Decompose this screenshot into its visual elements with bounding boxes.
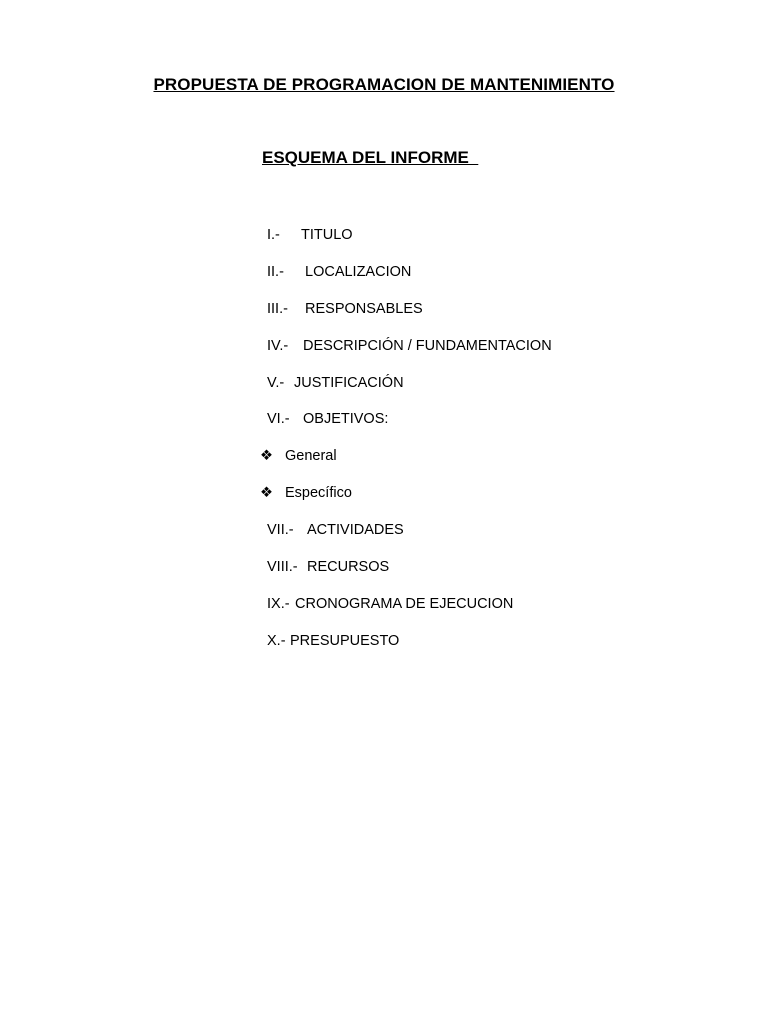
outline-number: VI.- (267, 411, 290, 427)
outline-number: I.- (267, 227, 280, 243)
outline-item-actividades (267, 521, 404, 539)
outline-number: VIII.- (267, 559, 298, 575)
diamond-bullet-icon: ❖ (260, 485, 273, 501)
outline-subitem-general (260, 447, 337, 465)
outline-item-objetivos (267, 410, 388, 428)
outline-label: TITULO (301, 227, 353, 243)
outline-item-justificacion (267, 374, 404, 392)
outline-number: III.- (267, 301, 288, 317)
outline-label: OBJETIVOS: (303, 411, 389, 427)
outline-label: PRESUPUESTO (290, 633, 400, 649)
outline-number: IV.- (267, 338, 289, 354)
outline-label: RESPONSABLES (305, 301, 423, 317)
outline-number: II.- (267, 264, 284, 280)
outline-subitem-especifico (260, 484, 352, 502)
outline-label: CRONOGRAMA DE EJECUCION (295, 596, 514, 612)
document-subtitle: ESQUEMA DEL INFORME (262, 148, 479, 167)
outline-item-descripcion (267, 337, 552, 355)
outline-label: ACTIVIDADES (307, 522, 404, 538)
outline-label: LOCALIZACION (305, 264, 412, 280)
outline-label: JUSTIFICACIÓN (294, 375, 404, 391)
document-title: PROPUESTA DE PROGRAMACION DE MANTENIMIENTO (153, 75, 615, 94)
outline-item-presupuesto (267, 632, 399, 650)
outline-label: General (285, 448, 337, 464)
outline-item-localizacion (267, 263, 411, 281)
outline-label: Específico (285, 485, 352, 501)
outline-number: X.- (267, 633, 286, 649)
outline-item-titulo (267, 226, 353, 244)
outline-item-recursos (267, 558, 389, 576)
outline-label: RECURSOS (307, 559, 390, 575)
outline-number: VII.- (267, 522, 294, 538)
outline-number: V.- (267, 375, 285, 391)
outline-item-responsables (267, 300, 423, 318)
outline-number: IX.- (267, 596, 290, 612)
outline-label: DESCRIPCIÓN / FUNDAMENTACION (303, 338, 552, 354)
diamond-bullet-icon: ❖ (260, 448, 273, 464)
outline-item-cronograma (267, 595, 513, 613)
